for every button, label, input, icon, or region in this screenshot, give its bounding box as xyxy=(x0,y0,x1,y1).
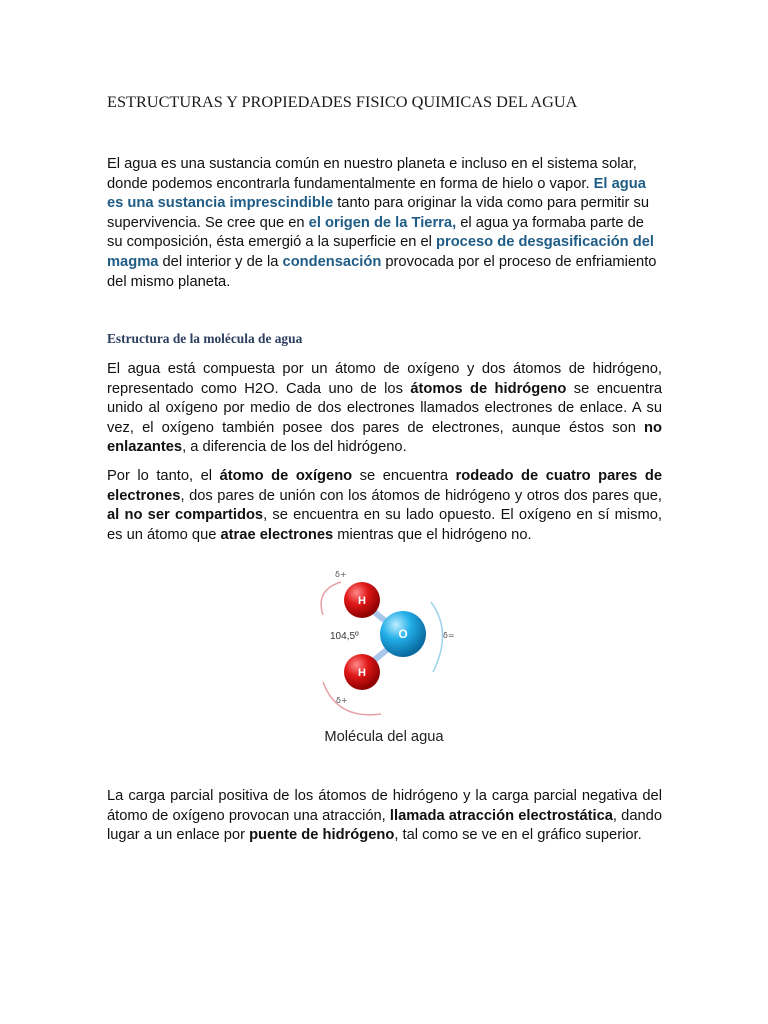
p3-text-4: , se encuentra en su lado opuesto. El oxígeno en sí mismo, es un átomo que xyxy=(107,507,662,543)
oxygen-label: O xyxy=(398,627,408,641)
p3-text-3: , dos pares de unión con los átomos de hidrógeno y otros dos pares que, xyxy=(180,487,662,504)
p3-text-5: mientras que el hidrógeno no. xyxy=(333,526,532,543)
p4-text-2: , dando lugar a un enlace por xyxy=(107,807,662,844)
figure-caption: Molécula del agua xyxy=(324,729,444,745)
p2-bold-2: no enlazantes xyxy=(107,419,662,456)
delta-minus: δ= xyxy=(443,631,455,640)
intro-text-3: el agua ya formaba parte de su composición, ésta emergió a la superficie en el xyxy=(107,214,644,251)
section-subtitle: Estructura de la molécula de agua xyxy=(107,331,303,346)
p3-bold-4: atrae electrones xyxy=(220,526,334,543)
hydrogen-label-top: H xyxy=(358,595,366,607)
water-molecule-diagram xyxy=(303,560,463,720)
p2-text-1: El agua está compuesta por un átomo de oxígeno y dos átomos de hidrógeno, representado como H2O. Cada uno de los xyxy=(107,361,662,397)
p4-bold-1: llamada atracción electrostática xyxy=(389,807,613,824)
link-agua-imprescindible[interactable]: El agua es una sustancia imprescindible xyxy=(107,175,646,212)
link-condensacion[interactable]: condensación xyxy=(282,253,382,270)
p3-bold-1: átomo de oxígeno xyxy=(219,468,353,484)
p3-bold-3: al no ser compartidos xyxy=(107,507,264,524)
charge-paragraph xyxy=(107,787,662,846)
p2-bold-1: átomos de hidrógeno xyxy=(410,380,567,397)
intro-text-2: tanto para originar la vida como para permitir su supervivencia. Se cree que en xyxy=(107,195,650,231)
p4-bold-2: puente de hidrógeno xyxy=(249,827,395,844)
intro-paragraph xyxy=(107,155,662,292)
p3-text-2: se encuentra xyxy=(352,468,456,484)
p2-text-2: se encuentra unido al oxígeno por medio de dos electrones llamados electrones de enlace. A su vez, el oxígeno también posee dos pares de electrones, aunque éstos son xyxy=(107,380,663,436)
p3-bold-2: rodeado de cuatro pares de electrones xyxy=(107,468,663,504)
molecule-paragraph xyxy=(107,360,662,458)
oxygen-paragraph xyxy=(107,467,662,545)
intro-text-1: El agua es una sustancia común en nuestro planeta e incluso en el sistema solar, donde podemos encontrarla fundamentalmente en forma de hielo o vapor. xyxy=(107,156,637,192)
document-title: ESTRUCTURAS Y PROPIEDADES FISICO QUIMICAS DEL AGUA xyxy=(107,92,578,111)
p4-text-3: , tal como se ve en el gráfico superior. xyxy=(394,827,642,844)
p4-text-1: La carga parcial positiva de los átomos de hidrógeno y la carga parcial negativa del átomo de oxígeno provocan una atracción, xyxy=(107,788,662,824)
delta-plus-top: δ+ xyxy=(335,570,347,579)
intro-text-4: del interior y de la xyxy=(158,253,283,270)
p3-text-1: Por lo tanto, el xyxy=(107,468,220,484)
positive-charge-arc-top xyxy=(321,582,341,615)
delta-plus-bottom: δ+ xyxy=(336,696,348,705)
link-origen-tierra[interactable]: el origen de la Tierra, xyxy=(308,214,457,231)
link-desgasificacion[interactable]: proceso de desgasificación del magma xyxy=(107,234,654,270)
hydrogen-label-bottom: H xyxy=(358,667,366,679)
negative-charge-arc xyxy=(431,602,443,672)
p2-text-3: , a diferencia de los del hidrógeno. xyxy=(182,439,407,456)
intro-text-5: provocada por el proceso de enfriamiento del mismo planeta. xyxy=(107,253,657,290)
angle-label: 104,5º xyxy=(330,631,359,642)
